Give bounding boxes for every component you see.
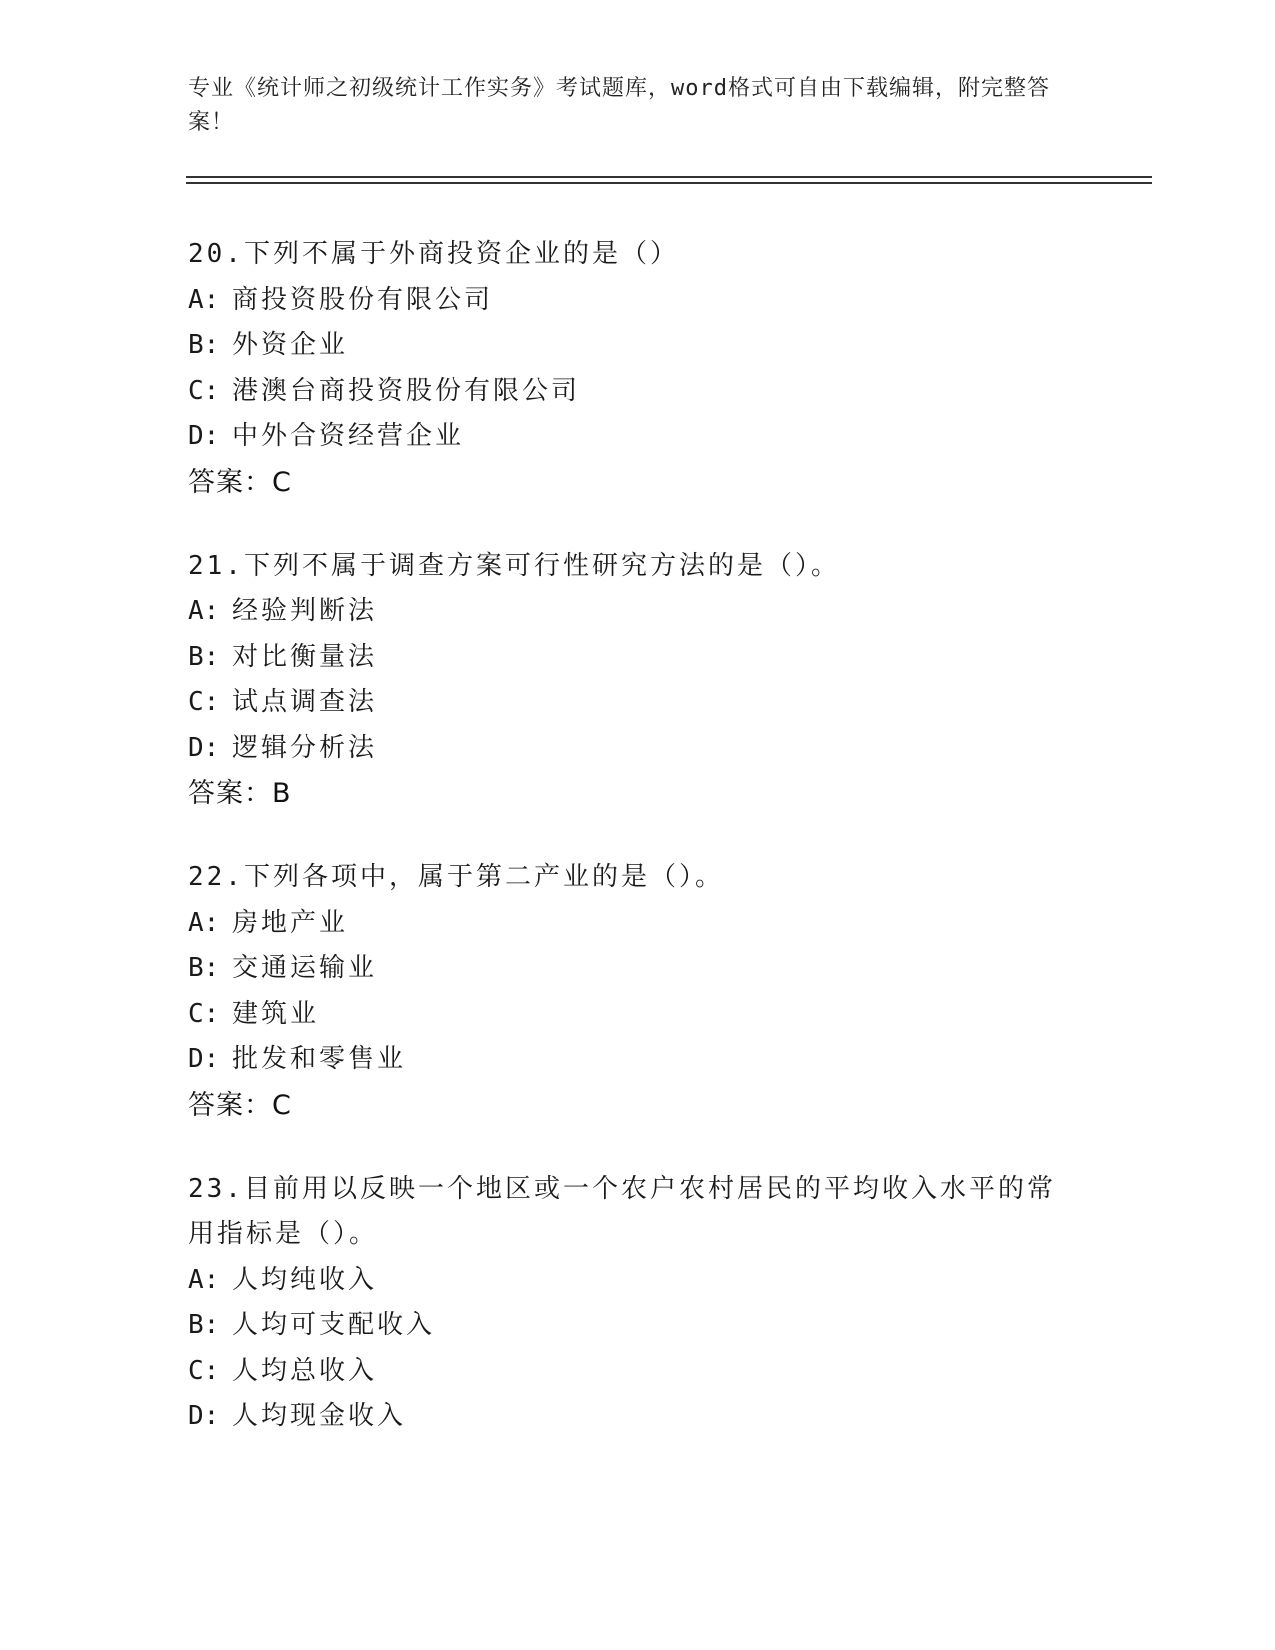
option-c <box>188 680 1088 726</box>
option-text: 交通运输业 <box>232 953 378 983</box>
option-a <box>188 901 1088 947</box>
option-text: 人均可支配收入 <box>232 1310 436 1340</box>
option-d <box>188 1037 1088 1083</box>
option-b <box>188 1303 1088 1349</box>
option-text: 人均现金收入 <box>232 1401 407 1431</box>
option-key: D: <box>188 421 220 451</box>
option-key: B: <box>188 1310 220 1340</box>
option-d <box>188 414 1088 460</box>
question-list <box>188 232 1088 1478</box>
option-text: 经验判断法 <box>232 596 378 626</box>
option-key: D: <box>188 732 220 763</box>
option-key: B: <box>188 641 220 672</box>
option-a <box>188 1258 1088 1304</box>
answer-line: 答案：C <box>188 466 292 498</box>
question-stem: 21.下列不属于调查方案可行性研究方法的是（）。 <box>188 550 840 581</box>
option-text: 房地产业 <box>232 907 349 938</box>
option-text: 中外合资经营企业 <box>232 421 465 451</box>
question-23 <box>188 1167 1088 1440</box>
answer-line: 答案：B <box>188 778 292 809</box>
header-divider-top <box>186 176 1152 178</box>
option-text: 对比衡量法 <box>232 641 378 672</box>
option-text: 逻辑分析法 <box>232 732 378 763</box>
option-key: B: <box>188 953 220 983</box>
question-stem: 23.目前用以反映一个地区或一个农户农村居民的平均收入水平的常用指标是（）。 <box>188 1173 1056 1249</box>
option-key: C: <box>188 687 220 717</box>
option-key: A: <box>188 1264 220 1295</box>
option-text: 建筑业 <box>232 998 320 1029</box>
document-header: 专业《统计师之初级统计工作实务》考试题库，word格式可自由下载编辑，附完整答案！ <box>188 76 1050 135</box>
option-a <box>188 589 1088 635</box>
option-text: 批发和零售业 <box>232 1044 407 1074</box>
option-key: C: <box>188 1355 220 1386</box>
option-key: B: <box>188 330 220 360</box>
option-text: 外资企业 <box>232 330 349 360</box>
question-20 <box>188 232 1088 506</box>
option-key: D: <box>188 1044 220 1074</box>
option-key: D: <box>188 1401 220 1431</box>
option-key: A: <box>188 596 220 626</box>
option-c <box>188 1349 1088 1395</box>
option-key: C: <box>188 375 220 406</box>
option-key: C: <box>188 998 220 1029</box>
option-b <box>188 323 1088 369</box>
option-c <box>188 369 1088 415</box>
option-b <box>188 635 1088 681</box>
option-key: A: <box>188 907 220 938</box>
option-text: 商投资股份有限公司 <box>232 284 494 315</box>
option-b <box>188 946 1088 992</box>
option-d <box>188 726 1088 772</box>
question-stem: 22.下列各项中，属于第二产业的是（）。 <box>188 862 724 892</box>
answer-line: 答案：C <box>188 1089 292 1121</box>
option-text: 试点调查法 <box>232 687 378 717</box>
question-stem: 20.下列不属于外商投资企业的是（） <box>188 239 679 269</box>
option-text: 港澳台商投资股份有限公司 <box>232 375 581 406</box>
option-d <box>188 1394 1088 1440</box>
question-22 <box>188 855 1088 1129</box>
option-c <box>188 992 1088 1038</box>
option-key: A: <box>188 284 220 315</box>
option-text: 人均纯收入 <box>232 1264 378 1295</box>
question-21 <box>188 544 1088 818</box>
option-a <box>188 278 1088 324</box>
header-divider-bottom <box>186 182 1152 184</box>
option-text: 人均总收入 <box>232 1355 378 1386</box>
